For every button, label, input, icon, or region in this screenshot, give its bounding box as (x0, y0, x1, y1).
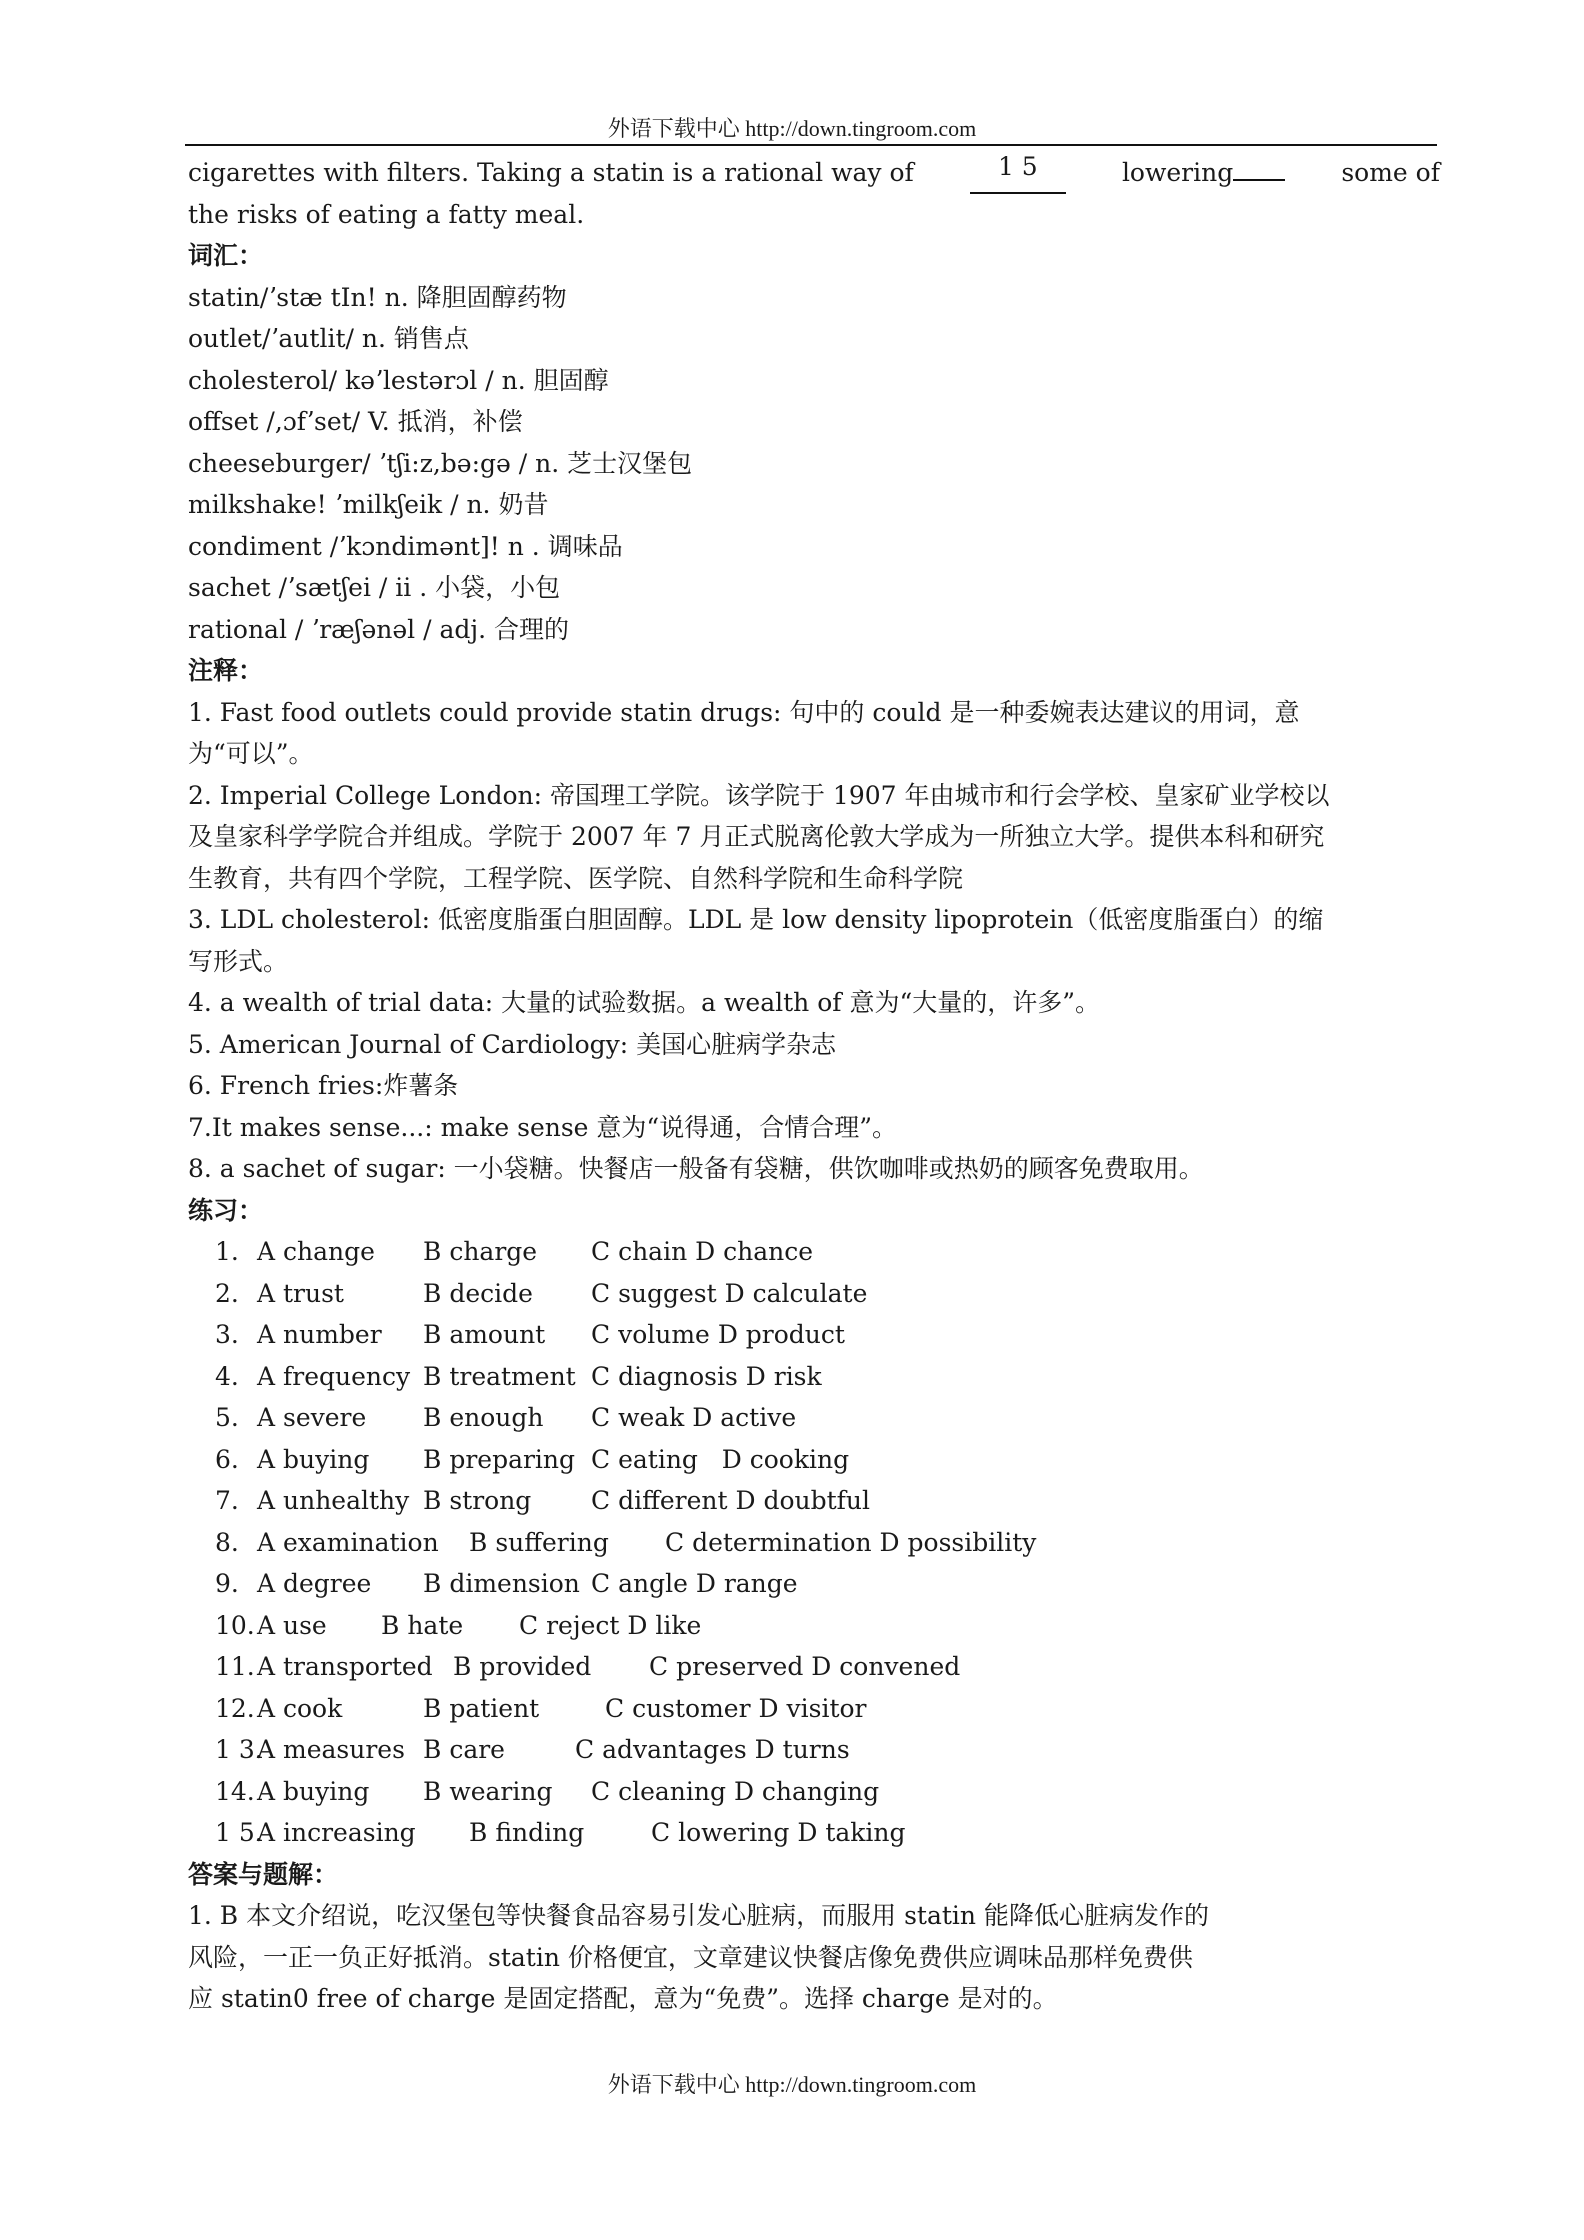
option-a: A buying (257, 1776, 370, 1806)
exercise-item (215, 1439, 1440, 1481)
vocab-item: outlet/ʼautlit/ n. 销售点 (188, 324, 469, 353)
exercise-item (215, 1231, 1440, 1273)
exercise-item (215, 1771, 1440, 1813)
option-b: B suffering (469, 1527, 609, 1557)
option-c: C eating (591, 1444, 698, 1474)
exercise-item (215, 1729, 1440, 1771)
exercise-item (215, 1812, 1440, 1854)
option-a: A trust (257, 1278, 344, 1308)
exercise-number: 1 3. (215, 1735, 263, 1764)
note-line: 5. American Journal of Cardiology: 美国心脏病学杂志 (188, 1029, 837, 1059)
option-c: C determination (665, 1527, 872, 1557)
blank-number: 1 5 (970, 152, 1066, 194)
page-header: 外语下载中心 http://down.tingroom.com (607, 116, 977, 141)
vocab-item: milkshake! ʼmilkʃeik / n. 奶昔 (188, 490, 549, 519)
option-a: A measures (257, 1735, 405, 1764)
intro-text: cigarettes with filters. Taking a statin is a rational way of (188, 158, 914, 187)
vocab-item: cholesterol/ kəʼlestərɔl / n. 胆固醇 (188, 365, 609, 395)
option-b: B wearing (423, 1776, 553, 1806)
option-a: A transported (257, 1652, 433, 1681)
option-b: B decide (423, 1278, 533, 1308)
option-c: C reject (519, 1610, 620, 1640)
exercise-number: 2. (215, 1278, 239, 1308)
exercise-number: 7. (215, 1486, 239, 1515)
note-line: 2. Imperial College London: 帝国理工学院。该学院于 1907 年由城市和行会学校、皇家矿业学校以 (188, 780, 1330, 810)
note-line: 8. a sachet of sugar: 一小袋糖。快餐店一般备有袋糖，供饮咖啡或热奶的顾客免费取用。 (188, 1154, 1204, 1183)
option-d: D like (627, 1610, 702, 1640)
option-b: B charge (423, 1237, 538, 1266)
option-a: A change (257, 1237, 375, 1266)
exercise-item (215, 1522, 1440, 1564)
page-footer: 外语下载中心 http://down.tingroom.com (607, 2072, 977, 2097)
vocab-item: cheeseburger/ ʼtʃi:z,bə:gə / n. 芝士汉堡包 (188, 448, 693, 478)
exercise-number: 8. (215, 1527, 239, 1557)
option-c: C cleaning (591, 1776, 726, 1806)
note-line: 7.It makes sense...: make sense 意为“说得通，合情合理”。 (188, 1112, 897, 1142)
option-d: D range (695, 1569, 798, 1598)
answers-heading: 答案与题解： (188, 1859, 339, 1889)
exercise-item (215, 1273, 1440, 1315)
option-d: D possibility (879, 1527, 1037, 1557)
option-d: D convened (811, 1652, 961, 1681)
exercise-number: 11. (215, 1652, 255, 1681)
option-b: B care (423, 1735, 505, 1764)
option-b: B dimension (423, 1569, 580, 1598)
option-a: A degree (257, 1569, 372, 1598)
option-d: D product (717, 1320, 845, 1349)
option-a: A examination (257, 1527, 439, 1557)
option-c: C diagnosis (591, 1361, 738, 1391)
exercise-item (215, 1688, 1440, 1730)
answer-line: 1. B 本文介绍说，吃汉堡包等快餐食品容易引发心脏病，而服用 statin 能降低心脏病发作的 (188, 1901, 1209, 1930)
option-c: C angle (591, 1569, 688, 1598)
option-b: B treatment (423, 1361, 576, 1391)
option-a: A use (257, 1610, 327, 1640)
option-b: B patient (423, 1693, 540, 1723)
blank-word: lowering (1121, 158, 1234, 187)
option-a: A number (257, 1320, 382, 1349)
exercise-item (215, 1356, 1440, 1398)
option-a: A severe (257, 1403, 367, 1432)
option-d: D active (692, 1403, 797, 1432)
option-d: D taking (797, 1818, 906, 1847)
option-a: A cook (257, 1693, 343, 1723)
answer-line: 应 statin0 free of charge 是固定搭配，意为“免费”。选择 charge 是对的。 (188, 1984, 1058, 2013)
intro-text-end: some of (1341, 158, 1440, 187)
option-b: B finding (469, 1818, 585, 1847)
note-line: 写形式。 (188, 946, 289, 976)
exercise-number: 1 5. (215, 1818, 263, 1847)
exercise-number: 3. (215, 1320, 239, 1349)
intro-line-1 (188, 152, 1440, 194)
intro-line-2: the risks of eating a fatty meal. (188, 199, 585, 229)
option-b: B enough (423, 1403, 544, 1432)
vocab-heading: 词汇： (188, 241, 264, 270)
option-c: C suggest (591, 1278, 717, 1308)
option-b: B provided (453, 1652, 592, 1681)
option-d: D turns (754, 1735, 850, 1764)
blank-underline (1233, 179, 1285, 181)
exercise-number: 1. (215, 1237, 239, 1266)
option-d: D risk (745, 1361, 822, 1391)
option-d: D calculate (724, 1278, 868, 1308)
note-line: 3. LDL cholesterol: 低密度脂蛋白胆固醇。LDL 是 low density lipoprotein（低密度脂蛋白）的缩 (188, 905, 1324, 934)
option-b: B preparing (423, 1444, 576, 1474)
option-c: C weak (591, 1403, 685, 1432)
header-rule (185, 144, 1437, 146)
vocab-item: rational / ʼræʃənəl / adj. 合理的 (188, 614, 570, 644)
exercise-item (215, 1397, 1440, 1439)
exercise-item (215, 1480, 1440, 1522)
option-b: B amount (423, 1320, 546, 1349)
vocab-item: sachet /ʼsætʃei / ii . 小袋，小包 (188, 573, 561, 602)
option-b: B hate (381, 1610, 464, 1640)
vocab-item: condiment /ʼkɔndimənt]! n . 调味品 (188, 531, 623, 561)
note-line: 4. a wealth of trial data: 大量的试验数据。a wealth of 意为“大量的，许多”。 (188, 988, 1101, 1017)
exercise-number: 14. (215, 1776, 255, 1806)
option-c: C preserved (649, 1652, 804, 1681)
exercises-heading: 练习： (188, 1195, 264, 1225)
exercise-item (215, 1563, 1440, 1605)
exercise-number: 5. (215, 1403, 239, 1432)
option-a: A increasing (257, 1818, 416, 1847)
option-d: D visitor (758, 1693, 867, 1723)
exercise-number: 9. (215, 1569, 239, 1598)
exercise-item (215, 1646, 1440, 1688)
exercise-number: 6. (215, 1444, 239, 1474)
exercise-number: 10. (215, 1610, 255, 1640)
exercise-list (188, 1231, 1440, 1854)
note-line: 及皇家科学学院合并组成。学院于 2007 年 7 月正式脱离伦敦大学成为一所独立大学。提供本科和研究 (188, 822, 1325, 851)
exercise-number: 4. (215, 1361, 239, 1391)
option-c: C chain (591, 1237, 688, 1266)
option-d: D changing (733, 1776, 880, 1806)
exercise-item (215, 1605, 1440, 1647)
note-line: 为“可以”。 (188, 739, 314, 768)
option-a: A buying (257, 1444, 370, 1474)
option-a: A frequency (257, 1361, 411, 1391)
option-c: C volume (591, 1320, 710, 1349)
notes-heading: 注释： (188, 656, 264, 685)
option-c: C different (591, 1486, 728, 1515)
option-c: C customer (605, 1693, 751, 1723)
note-line: 6. French fries:炸薯条 (188, 1071, 459, 1100)
option-b: B strong (423, 1486, 532, 1515)
option-d: D cooking (721, 1444, 850, 1474)
option-c: C advantages (575, 1735, 747, 1764)
blank-word-group (1122, 152, 1285, 194)
answer-line: 风险，一正一负正好抵消。statin 价格便宜，文章建议快餐店像免费供应调味品那样免费供 (188, 1942, 1193, 1972)
vocab-item: statin/ʼstæ tIn! n. 降胆固醇药物 (188, 282, 567, 312)
exercise-number: 12. (215, 1693, 255, 1723)
option-c: C lowering (651, 1818, 790, 1847)
option-d: D chance (695, 1237, 814, 1266)
note-line: 1. Fast food outlets could provide statin drugs: 句中的 could 是一种委婉表达建议的用词，意 (188, 697, 1300, 727)
option-d: D doubtful (735, 1486, 871, 1515)
document-body (188, 152, 1440, 2020)
exercise-item (215, 1314, 1440, 1356)
note-line: 生教育，共有四个学院，工程学院、医学院、自然科学院和生命科学院 (188, 863, 964, 893)
option-a: A unhealthy (257, 1486, 410, 1515)
vocab-item: offset /,ɔfʼset/ V. 抵消，补偿 (188, 407, 523, 436)
